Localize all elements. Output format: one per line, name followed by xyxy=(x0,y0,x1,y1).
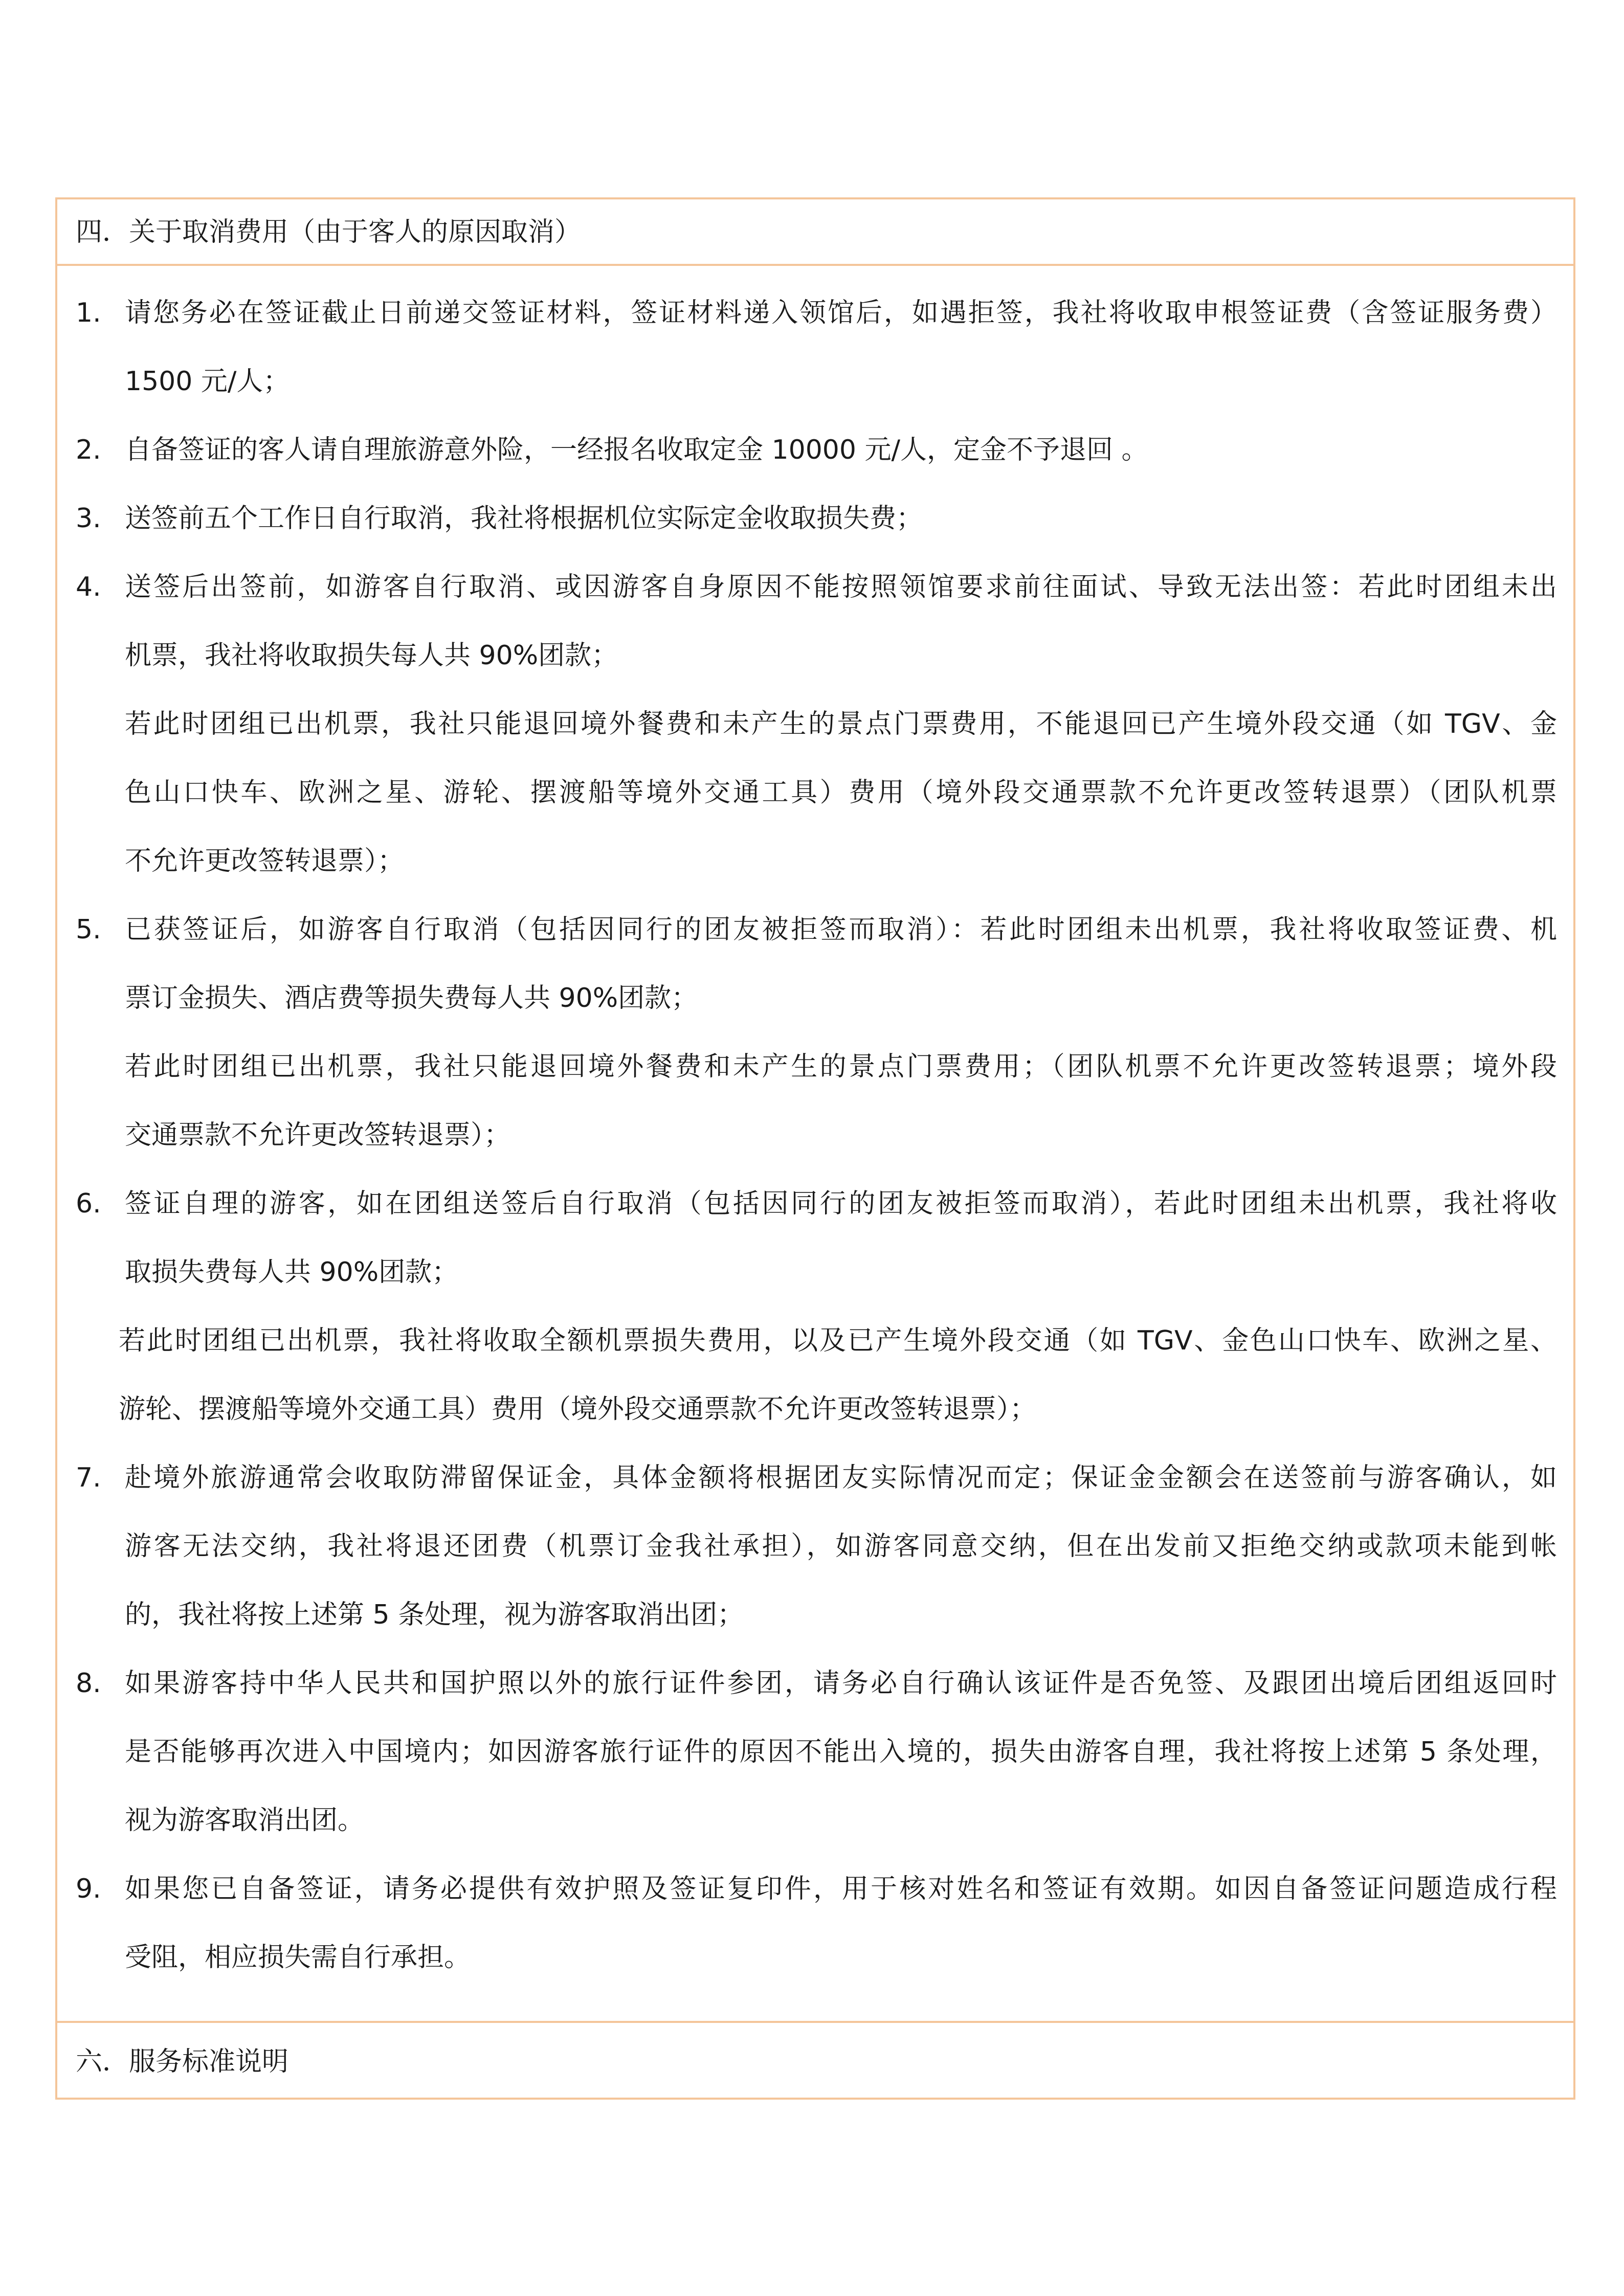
section-header-service-standard xyxy=(57,2021,1573,2102)
section-title-service-standard: 六．服务标准说明 xyxy=(76,2046,289,2077)
item-text-line: 的，我社将按上述第 5 条处理，视为游客取消出团； xyxy=(125,1600,744,1630)
item-number: 9. xyxy=(76,1874,101,1904)
section-title-cancellation: 四．关于取消费用（由于客人的原因取消） xyxy=(76,217,582,247)
item-text-line: 是否能够再次进入中国境内；如因游客旅行证件的原因不能出入境的，损失由游客自理，我社将按上述第 5 条处理， xyxy=(125,1737,1557,1767)
item-text-line: 1500 元/人； xyxy=(125,366,290,397)
item-text-line: 签证自理的游客，如在团组送签后自行取消（包括因同行的团友被拒签而取消），若此时团组未出机票，我社将收 xyxy=(125,1188,1557,1219)
item-text-line: 票订金损失、酒店费等损失费每人共 90%团款； xyxy=(125,983,698,1014)
item-text-line: 色山口快车、欧洲之星、游轮、摆渡船等境外交通工具）费用（境外段交通票款不允许更改签转退票）（团队机票 xyxy=(125,777,1557,808)
item-number: 4. xyxy=(76,572,101,602)
item-text-line: 若此时团组已出机票，我社将收取全额机票损失费用，以及已产生境外段交通（如 TGV、金色山口快车、欧洲之星、 xyxy=(119,1325,1557,1356)
item-text-line: 自备签证的客人请自理旅游意外险，一经报名收取定金 10000 元/人，定金不予退回 。 xyxy=(125,435,1148,465)
item-text-line: 取损失费每人共 90%团款； xyxy=(125,1257,459,1288)
item-text-line: 赴境外旅游通常会收取防滞留保证金，具体金额将根据团友实际情况而定；保证金金额会在送签前与游客确认，如 xyxy=(125,1462,1557,1493)
item-number: 8. xyxy=(76,1668,101,1699)
section-header-cancellation xyxy=(57,199,1573,266)
item-text-line: 不允许更改签转退票）； xyxy=(125,846,405,876)
item-text-line: 若此时团组已出机票，我社只能退回境外餐费和未产生的景点门票费用；（团队机票不允许更改签转退票；境外段 xyxy=(125,1051,1557,1082)
cancellation-rules-list xyxy=(57,264,1573,2023)
item-text-line: 送签后出签前，如游客自行取消、或因游客自身原因不能按照领馆要求前往面试、导致无法出签：若此时团组未出 xyxy=(125,572,1557,602)
item-number: 7. xyxy=(76,1462,101,1493)
item-text-line: 如果您已自备签证，请务必提供有效护照及签证复印件，用于核对姓名和签证有效期。如因自备签证问题造成行程 xyxy=(125,1874,1557,1904)
item-number: 6. xyxy=(76,1188,101,1219)
item-text-line: 请您务必在签证截止日前递交签证材料，签证材料递入领馆后，如遇拒签，我社将收取申根签证费（含签证服务费） xyxy=(125,298,1557,328)
item-number: 1. xyxy=(76,298,101,328)
item-text-line: 受阻，相应损失需自行承担。 xyxy=(125,1942,471,1973)
item-text-line: 如果游客持中华人民共和国护照以外的旅行证件参团，请务必自行确认该证件是否免签、及跟团出境后团组返回时 xyxy=(125,1668,1557,1699)
item-text-line: 若此时团组已出机票，我社只能退回境外餐费和未产生的景点门票费用，不能退回已产生境外段交通（如 TGV、金 xyxy=(125,709,1557,739)
item-number: 5. xyxy=(76,914,101,945)
item-text-line: 送签前五个工作日自行取消，我社将根据机位实际定金收取损失费； xyxy=(125,503,923,534)
item-text-line: 游轮、摆渡船等境外交通工具）费用（境外段交通票款不允许更改签转退票）； xyxy=(119,1394,1037,1425)
item-text-line: 交通票款不允许更改签转退票）； xyxy=(125,1120,511,1151)
item-text-line: 视为游客取消出团。 xyxy=(125,1805,365,1836)
item-text-line: 已获签证后，如游客自行取消（包括因同行的团友被拒签而取消）：若此时团组未出机票，我社将收取签证费、机 xyxy=(125,914,1557,945)
cancellation-fee-table xyxy=(55,197,1575,2100)
item-text-line: 游客无法交纳，我社将退还团费（机票订金我社承担），如游客同意交纳，但在出发前又拒绝交纳或款项未能到帐 xyxy=(125,1531,1557,1562)
item-number: 3. xyxy=(76,503,101,534)
item-number: 2. xyxy=(76,435,101,465)
item-text-line: 机票，我社将收取损失每人共 90%团款； xyxy=(125,640,618,671)
